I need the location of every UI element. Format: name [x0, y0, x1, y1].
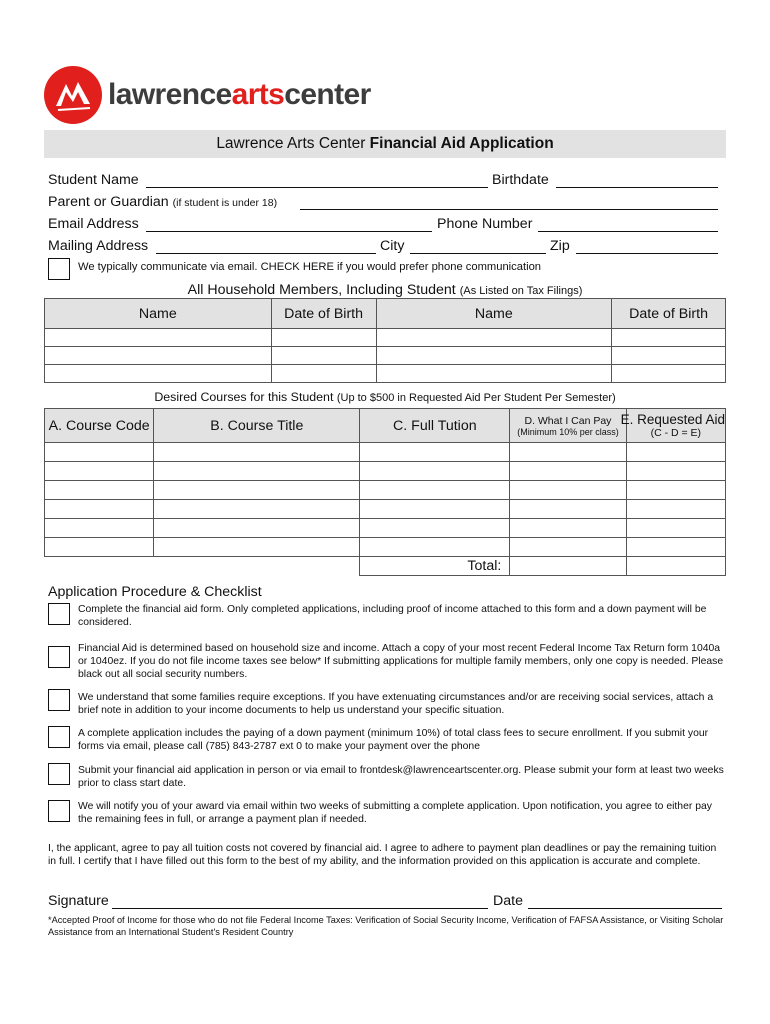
checklist-item-1: Complete the financial aid form. Only completed applications, including proof of income attached to this form and a down payment will be considered. — [78, 604, 707, 628]
phone-field[interactable] — [538, 231, 718, 232]
table-cell[interactable] — [45, 519, 154, 538]
table-cell[interactable] — [626, 481, 725, 500]
table-cell[interactable] — [626, 538, 725, 557]
title-bar — [44, 130, 726, 158]
phone-preference-checkbox[interactable] — [48, 258, 70, 280]
table-cell[interactable] — [612, 347, 726, 365]
table-row — [45, 500, 726, 519]
zip-label: Zip — [550, 238, 570, 254]
checklist-item-4: A complete application includes the paying of a down payment (minimum 10%) of total class fees to secure enrollment. If you submit your forms via email, please call (785) 843-2787 ext 0 to make your payment over the phone — [78, 728, 709, 752]
table-cell[interactable] — [45, 365, 272, 383]
date-label: Date — [493, 893, 523, 909]
table-cell[interactable] — [626, 519, 725, 538]
table-cell[interactable] — [510, 462, 626, 481]
email-field[interactable] — [146, 231, 432, 232]
table-cell[interactable] — [626, 500, 725, 519]
table-cell[interactable] — [510, 443, 626, 462]
course-col-pay — [510, 409, 626, 443]
table-cell[interactable] — [612, 329, 726, 347]
total-spacer — [45, 557, 360, 576]
mailing-label: Mailing Address — [48, 238, 149, 254]
household-col-dob: Date of Birth — [271, 299, 376, 329]
phone-label: Phone Number — [437, 216, 533, 232]
table-cell[interactable] — [45, 481, 154, 500]
signature-label: Signature — [48, 893, 109, 909]
total-pay-cell[interactable] — [510, 557, 626, 576]
course-col-title: B. Course Title — [154, 409, 360, 443]
household-col-dob-2: Date of Birth — [612, 299, 726, 329]
course-col-tuition: C. Full Tution — [360, 409, 510, 443]
table-cell[interactable] — [154, 481, 360, 500]
page-title: Lawrence Arts Center Financial Aid Application — [216, 135, 554, 152]
table-cell[interactable] — [45, 500, 154, 519]
table-row — [45, 443, 726, 462]
course-col-aid — [620, 409, 725, 443]
table-cell[interactable] — [271, 329, 376, 347]
courses-table — [44, 408, 726, 576]
table-row — [45, 462, 726, 481]
mailing-field[interactable] — [156, 253, 376, 254]
parent-label: Parent or Guardian (if student is under 18) — [48, 194, 278, 210]
checklist-checkbox-1[interactable] — [48, 603, 70, 625]
checklist-checkbox-3[interactable] — [48, 689, 70, 711]
zip-field[interactable] — [576, 253, 718, 254]
household-table — [44, 298, 726, 383]
birthdate-field[interactable] — [556, 187, 718, 188]
table-cell[interactable] — [45, 538, 154, 557]
household-col-name-2: Name — [376, 299, 612, 329]
table-cell[interactable] — [154, 462, 360, 481]
table-cell[interactable] — [510, 481, 626, 500]
table-cell[interactable] — [360, 462, 510, 481]
courses-header-row — [45, 409, 726, 443]
email-label: Email Address — [48, 216, 139, 232]
table-cell[interactable] — [612, 365, 726, 383]
table-cell[interactable] — [626, 443, 725, 462]
logo — [44, 66, 371, 126]
courses-heading: Desired Courses for this Student (Up to $500 in Requested Aid Per Student Per Semester) — [154, 390, 616, 404]
table-row — [45, 481, 726, 500]
table-cell[interactable] — [360, 500, 510, 519]
table-cell[interactable] — [154, 519, 360, 538]
table-cell[interactable] — [376, 329, 612, 347]
city-label: City — [380, 238, 405, 254]
logo-wordmark: lawrenceartscenter — [108, 78, 371, 111]
household-col-name: Name — [45, 299, 272, 329]
procedure-heading: Application Procedure & Checklist — [48, 584, 262, 600]
checklist-item-3: We understand that some families require exceptions. If you have extenuating circumstances and/or are receiving social services, attach a brief note in addition to your income documents to help us understand your specific situation. — [78, 692, 714, 716]
table-cell[interactable] — [376, 365, 612, 383]
table-cell[interactable] — [271, 365, 376, 383]
household-header-row — [45, 299, 726, 329]
table-cell[interactable] — [626, 462, 725, 481]
parent-field[interactable] — [300, 209, 718, 210]
checklist-checkbox-4[interactable] — [48, 726, 70, 748]
table-cell[interactable] — [510, 538, 626, 557]
city-field[interactable] — [410, 253, 546, 254]
checklist-checkbox-6[interactable] — [48, 800, 70, 822]
table-cell[interactable] — [360, 538, 510, 557]
total-label: Total: — [360, 557, 510, 576]
logo-mark-icon — [44, 66, 102, 124]
table-cell[interactable] — [510, 519, 626, 538]
table-cell[interactable] — [45, 347, 272, 365]
agreement-text: I, the applicant, agree to pay all tuition costs not covered by financial aid. I agree to adhere to payment plan deadlines or pay the remaining tuition in full. I certify that I have filled out this form to the best of my ability, and the information provided on this application is accurate and complete. — [48, 843, 717, 867]
course-col-code: A. Course Code — [45, 409, 154, 443]
checklist-item-6: We will notify you of your award via email within two weeks of submitting a complete application. Upon notification, you agree to either pay the remaining fees in full, or arrange a payment plan if needed. — [78, 801, 712, 825]
table-cell[interactable] — [45, 329, 272, 347]
table-row — [45, 365, 726, 383]
table-row — [45, 519, 726, 538]
birthdate-label: Birthdate — [492, 172, 549, 188]
course-col-pay-label: D. What I Can Pay — [524, 414, 612, 427]
table-cell[interactable] — [376, 347, 612, 365]
table-cell[interactable] — [45, 462, 154, 481]
household-heading: All Household Members, Including Student (As Listed on Tax Filings) — [187, 282, 583, 298]
checklist-item-2: Financial Aid is determined based on household size and income. Attach a copy of your most recent Federal Income Tax Return form 1040a or 1040ez. If you do not file income taxes see below* If submitting applications for multiple family members, only one copy is needed. Please black out all social security numbers. — [78, 643, 724, 680]
table-row — [45, 538, 726, 557]
student-name-label: Student Name — [48, 172, 139, 188]
table-cell[interactable] — [154, 538, 360, 557]
table-cell[interactable] — [360, 519, 510, 538]
table-cell[interactable] — [360, 443, 510, 462]
table-cell[interactable] — [360, 481, 510, 500]
signature-field[interactable] — [112, 908, 488, 909]
phone-preference-label: We typically communicate via email. CHECK HERE if you would prefer phone communication — [78, 261, 542, 273]
date-field[interactable] — [528, 908, 722, 909]
footnote: *Accepted Proof of Income for those who do not file Federal Income Taxes: Verification of Social Security Income, Verification of FAFSA Assistance, or Visiting Scholar Assistance from an International Student's Resident Country — [48, 915, 724, 937]
course-col-pay-note: (Minimum 10% per class) — [517, 426, 619, 437]
checklist-checkbox-2[interactable] — [48, 646, 70, 668]
checklist-item-5: Submit your financial aid application in person or via email to frontdesk@lawrenceartscenter.org. Please submit your form at least two weeks prior to class start date. — [78, 765, 724, 789]
student-name-field[interactable] — [146, 187, 488, 188]
course-col-aid-label: E. Requested Aid — [620, 412, 725, 427]
table-cell[interactable] — [510, 500, 626, 519]
table-cell[interactable] — [154, 500, 360, 519]
total-row — [45, 557, 726, 576]
table-cell[interactable] — [45, 443, 154, 462]
table-cell[interactable] — [154, 443, 360, 462]
table-cell[interactable] — [271, 347, 376, 365]
table-row — [45, 329, 726, 347]
course-col-aid-note: (C - D = E) — [650, 427, 702, 439]
checklist-checkbox-5[interactable] — [48, 763, 70, 785]
total-aid-cell[interactable] — [626, 557, 725, 576]
table-row — [45, 347, 726, 365]
